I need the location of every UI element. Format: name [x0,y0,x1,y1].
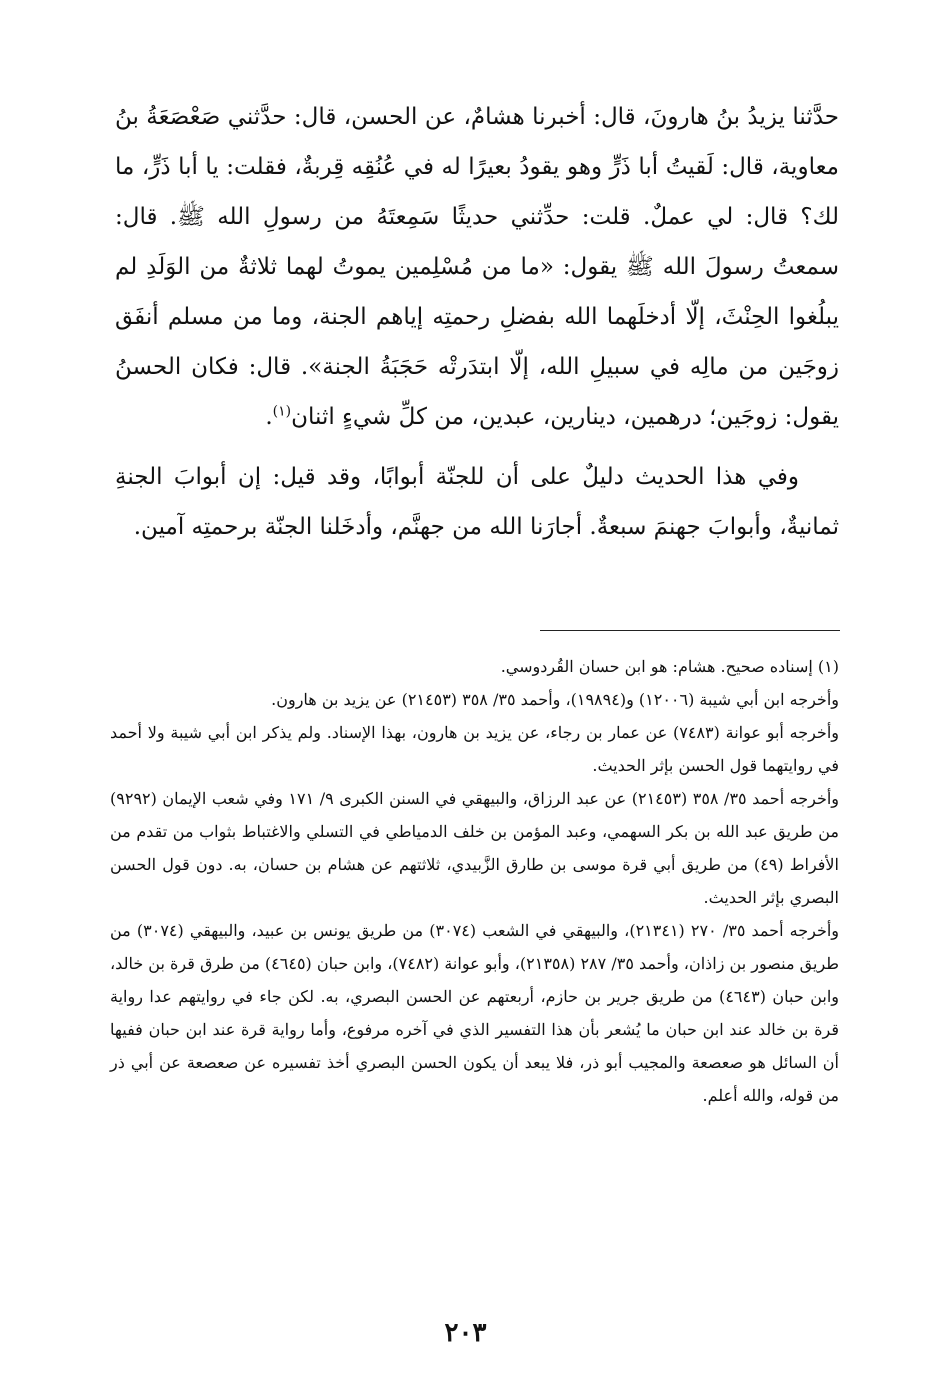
footnote-separator [540,630,840,631]
footnote-item: وأخرجه أحمد ٣٥/ ٢٧٠ (٢١٣٤١)، والبيهقي في الشعب (٣٠٧٤) من طريق يونس بن عبيد، والبيهقي (٣٠٧٤) من طريق منصور بن زاذان، وأحمد ٣٥/ ٢٨٧ (٢١٣٥٨)، وأبو عوانة (٧٤٨٢)، وابن حبان (٤٦٤٥) من طرق قرة بن خالد، وابن حبان (٤٦٤٣) من طريق جرير بن حازم، أربعتهم عن الحسن البصري، به. لكن جاء في روايتهم عدا رواية قرة بن خالد عند ابن حبان ما يُشعر بأن هذا التفسير الذي في آخره مرفوع، وأما رواية قرة عند ابن حبان ففيها أن السائل هو صعصعة والمجيب أبو ذر، فلا يبعد أن يكون الحسن البصري أخذ تفسيره عن صعصعة عن أبي ذر من قوله، والله أعلم. [110,921,840,1105]
footnote-reference: (١) [272,403,292,420]
commentary-paragraph: وفي هذا الحديث دليلٌ على أن للجنّة أبوابًا، وقد قيل: إن أبوابَ الجنةِ ثمانيةٌ، وأبوابَ جهنمَ سبعةٌ. أجارَنا الله من جهنَّم، وأدخَلنا الجنّة برحمتِه آمين. [115,464,839,540]
hadith-end-punctuation: . [265,404,273,430]
footnotes [110,650,839,1112]
hadith-text: حدَّثنا يزيدُ بنُ هارونَ، قال: أخبرنا هشامٌ، عن الحسن، قال: حدَّثني صَعْصَعَةُ بنُ معاوية، قال: لَقيتُ أبا ذَرٍّ وهو يقودُ بعيرًا له في عُنُقِه قِربةٌ، فقلت: يا أبا ذَرٍّ، ما لك؟ قال: لي عملٌ. قلت: حدِّثني حديثًا سَمِعتَهُ من رسولِ الله ﷺ. قال: سمعتُ رسولَ الله ﷺ يقول: «ما من مُسْلِمين يموتُ لهما ثلاثةٌ من الوَلَدِ لم يبلُغوا الحِنْثَ، إلّا أدخلَهما الله بفضلِ رحمتِه إياهم الجنة، وما من مسلم أنفَق زوجَين من مالِه في سبيلِ الله، إلّا ابتدَرتْه حَجَبَةُ الجنة». قال: فكان الحسنُ يقول: زوجَين؛ درهمين، دينارين، عبدين، من كلِّ شيءٍ اثنان [115,104,839,430]
hadith-paragraph [115,92,839,442]
footnote-item: (١) إسناده صحيح. هشام: هو ابن حسان القُردوسي. [500,657,839,676]
main-text [115,92,839,552]
page-number: ٢٠٣ [444,1318,487,1348]
footnote-item: وأخرجه أحمد ٣٥/ ٣٥٨ (٢١٤٥٣) عن عبد الرزاق، والبيهقي في السنن الكبرى ٩/ ١٧١ وفي شعب الإيمان (٩٢٩٢) من طريق عبد الله بن بكر السهمي، وعبد المؤمن بن خلف الدمياطي في التسلي والاغتباط بثواب من تقدم من الأفراط (٤٩) من طريق أبي قرة موسى بن طارق الزَّبيدي، ثلاثتهم عن هشام بن حسان، به. دون قول الحسن البصري بإثر الحديث. [110,789,840,907]
footnote-item: وأخرجه ابن أبي شيبة (١٢٠٠٦) و(١٩٨٩٤)، وأحمد ٣٥/ ٣٥٨ (٢١٤٥٣) عن يزيد بن هارون. [271,690,839,709]
footnote-item: وأخرجه أبو عوانة (٧٤٨٣) عن عمار بن رجاء، عن يزيد بن هارون، بهذا الإسناد. ولم يذكر ابن أبي شيبة ولا أحمد في روايتهما قول الحسن بإثر الحديث. [110,723,839,775]
